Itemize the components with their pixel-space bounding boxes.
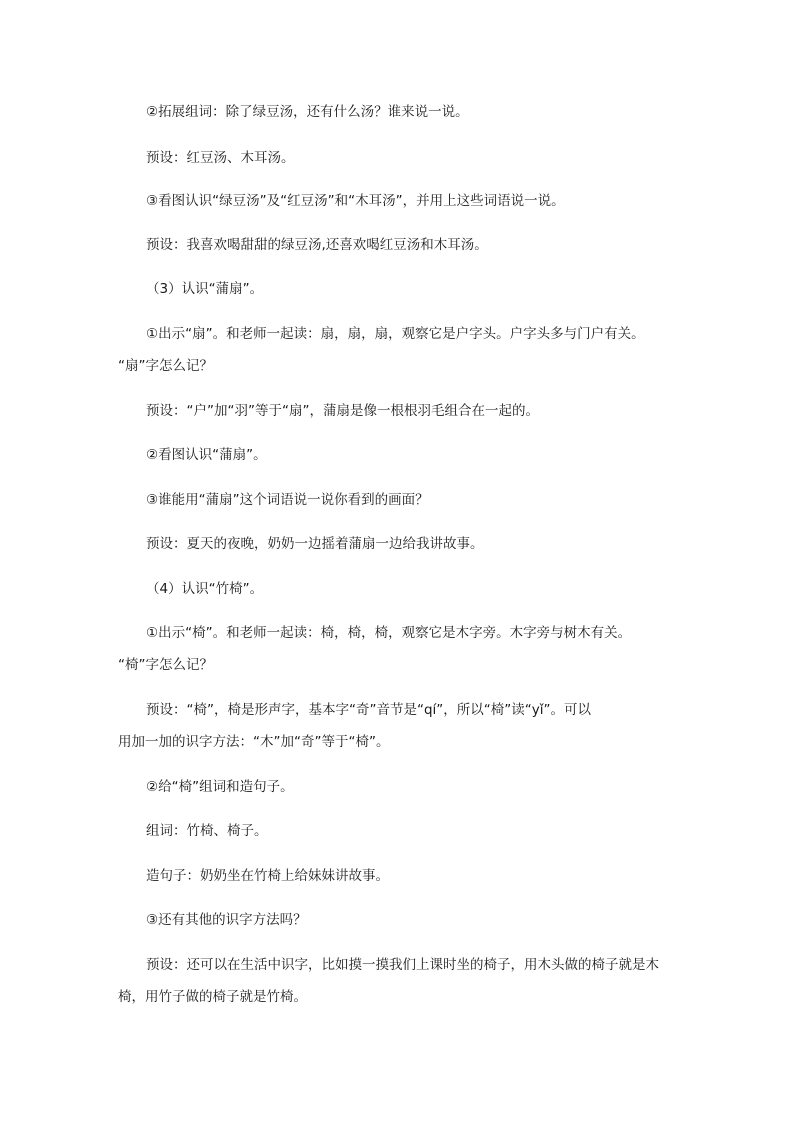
paragraph-line: 用加一加的识字方法：“木”加“奇”等于“椅”。 — [118, 734, 390, 750]
paragraph-line: 预设：我喜欢喝甜甜的绿豆汤,还喜欢喝红豆汤和木耳汤。 — [146, 237, 488, 253]
paragraph-line: （4）认识“竹椅”。 — [146, 581, 264, 597]
paragraph-line: ②拓展组词：除了绿豆汤，还有什么汤？谁来说一说。 — [146, 104, 469, 120]
paragraph-line: 预设：还可以在生活中识字，比如摸一摸我们上课时坐的椅子，用木头做的椅子就是木 — [146, 957, 659, 973]
paragraph-line: ②给“椅”组词和造句子。 — [146, 779, 294, 795]
section-heading — [118, 273, 694, 305]
paragraph-line: ③看图认识“绿豆汤”及“红豆汤”和“木耳汤”，并用上这些词语说一说。 — [146, 193, 565, 209]
paragraph — [118, 185, 694, 217]
paragraph — [118, 395, 694, 427]
paragraph — [118, 617, 694, 681]
paragraph-line: 造句子：奶奶坐在竹椅上给妹妹讲故事。 — [146, 868, 389, 884]
paragraph — [118, 904, 694, 936]
paragraph-line: ②看图认识“蒲扇”。 — [146, 447, 267, 463]
paragraph-line: ③谁能用“蒲扇”这个词语说一说你看到的画面？ — [146, 492, 429, 508]
paragraph — [118, 860, 694, 892]
paragraph-line: 预设：夏天的夜晚，奶奶一边摇着蒲扇一边给我讲故事。 — [146, 536, 484, 552]
paragraph-line: ①出示“扇”。和老师一起读：扇，扇，扇，观察它是户字头。户字头多与门户有关。 — [146, 326, 645, 342]
paragraph-line: 椅，用竹子做的椅子就是竹椅。 — [118, 989, 307, 1005]
paragraph-line: 组词：竹椅、椅子。 — [146, 823, 268, 839]
paragraph — [118, 439, 694, 471]
paragraph — [118, 142, 694, 174]
paragraph — [118, 771, 694, 803]
paragraph — [118, 694, 694, 758]
paragraph — [118, 96, 694, 128]
paragraph-line: （3）认识“蒲扇”。 — [146, 281, 264, 297]
paragraph-line: 预设：红豆汤、木耳汤。 — [146, 150, 295, 166]
paragraph-line: “扇”字怎么记？ — [118, 358, 213, 374]
paragraph-line: ③还有其他的识字方法吗？ — [146, 912, 307, 928]
paragraph — [118, 815, 694, 847]
paragraph — [118, 949, 694, 1013]
paragraph — [118, 528, 694, 560]
paragraph — [118, 484, 694, 516]
paragraph — [118, 318, 694, 382]
paragraph-line: “椅”字怎么记？ — [118, 657, 213, 673]
section-heading — [118, 573, 694, 605]
paragraph — [118, 229, 694, 261]
paragraph-line: 预设：“户”加“羽”等于“扇”，蒲扇是像一根根羽毛组合在一起的。 — [146, 403, 539, 419]
paragraph-line: 预设：“椅”，椅是形声字，基本字“奇”音节是“qí”，所以“椅”读“yǐ”。可以 — [146, 702, 591, 718]
paragraph-line: ①出示“椅”。和老师一起读：椅，椅，椅，观察它是木字旁。木字旁与树木有关。 — [146, 625, 632, 641]
